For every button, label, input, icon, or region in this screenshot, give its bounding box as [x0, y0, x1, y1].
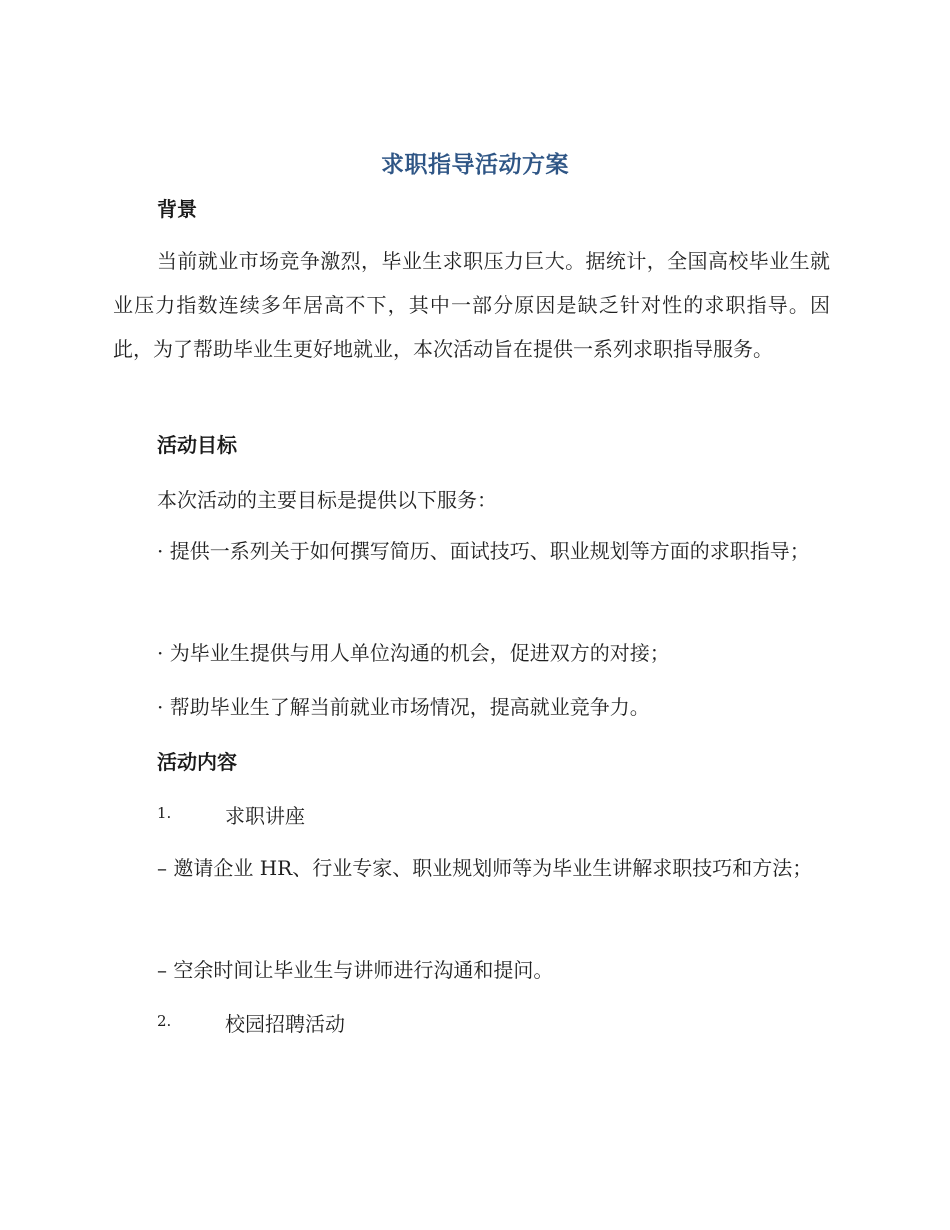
item-1-detail-1: – 邀请企业 HR、行业专家、职业规划师等为毕业生讲解求职技巧和方法；: [157, 856, 813, 880]
list-number-2: 2.: [157, 1012, 172, 1030]
document-title: 求职指导活动方案: [381, 152, 569, 178]
goal-bullet-2: · 为毕业生提供与用人单位沟通的机会，促进双方的对接；: [157, 641, 670, 665]
heading-background: 背景: [157, 197, 197, 221]
list-number-1: 1.: [157, 804, 172, 822]
heading-goals: 活动目标: [157, 433, 237, 457]
list-item-2-title: 校园招聘活动: [225, 1012, 345, 1036]
goal-bullet-1: · 提供一系列关于如何撰写简历、面试技巧、职业规划等方面的求职指导；: [157, 539, 810, 563]
goals-intro: 本次活动的主要目标是提供以下服务：: [157, 488, 497, 512]
item-1-detail-2: – 空余时间让毕业生与讲师进行沟通和提问。: [157, 958, 554, 982]
heading-content: 活动内容: [157, 750, 237, 774]
paragraph-background: 当前就业市场竞争激烈，毕业生求职压力巨大。据统计，全国高校毕业生就业压力指数连续多年居高不下，其中一部分原因是缺乏针对性的求职指导。因此，为了帮助毕业生更好地就业，本次活动旨在提供一系列求职指导服务。: [113, 249, 830, 361]
list-item-1-title: 求职讲座: [225, 804, 305, 828]
goal-bullet-3: · 帮助毕业生了解当前就业市场情况，提高就业竞争力。: [157, 695, 650, 719]
